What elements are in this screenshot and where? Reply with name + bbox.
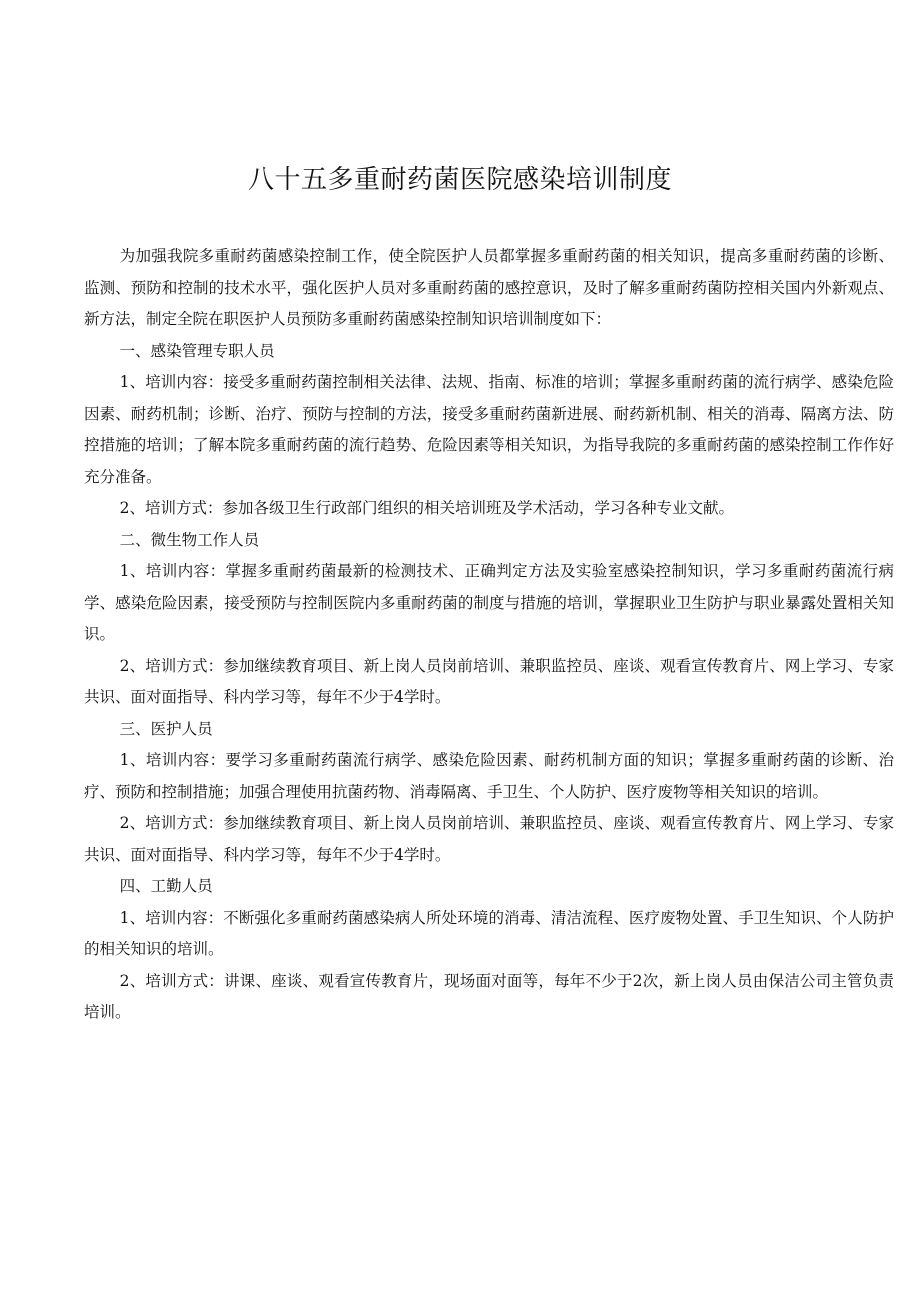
section-content-paragraph: 1、培训内容：不断强化多重耐药菌感染病人所处环境的消毒、清洁流程、医疗废物处置、手卫生知识、个人防护的相关知识的培训。 (84, 908, 894, 958)
section-heading: 二、微生物工作人员 (119, 530, 260, 549)
section-content-paragraph: 1、培训内容：接受多重耐药菌控制相关法律、法规、指南、标准的培训；掌握多重耐药菌的流行病学、感染危险因素、耐药机制；诊断、治疗、预防与控制的方法，接受多重耐药菌新进展、耐药新机制、相关的消毒、隔离方法、防控措施的培训；了解本院多重耐药菌的流行趋势、危险因素等相关知识，为指导我院的多重耐药菌的感染控制工作作好充分准备。 (84, 373, 894, 486)
section-heading: 四、工勤人员 (119, 877, 213, 895)
document-title: 八十五多重耐药菌医院感染培训制度 (247, 165, 672, 195)
section-heading: 三、医护人员 (119, 719, 213, 738)
section-content-paragraph: 1、培训内容：要学习多重耐药菌流行病学、感染危险因素、耐药机制方面的知识；掌握多重耐药菌的诊断、治疗、预防和控制措施；加强合理使用抗菌药物、消毒隔离、手卫生、个人防护、医疗废物等相关知识的培训。 (84, 751, 894, 801)
intro-paragraph: 为加强我院多重耐药菌感染控制工作，使全院医护人员都掌握多重耐药菌的相关知识，提高多重耐药菌的诊断、监测、预防和控制的技术水平，强化医护人员对多重耐药菌的感控意识，及时了解多重耐药菌防控相关国内外新观点、新方法，制定全院在职医护人员预防多重耐药菌感染控制知识培训制度如下： (84, 247, 894, 328)
section-method-paragraph: 2、培训方式：讲课、座谈、观看宣传教育片，现场面对面等，每年不少于2次，新上岗人员由保洁公司主管负责培训。 (84, 971, 894, 1021)
section-heading: 一、感染管理专职人员 (119, 341, 275, 360)
section-method-paragraph: 2、培训方式：参加各级卫生行政部门组织的相关培训班及学术活动，学习各种专业文献。 (119, 499, 735, 517)
section-method-paragraph: 2、培训方式：参加继续教育项目、新上岗人员岗前培训、兼职监控员、座谈、观看宣传教育片、网上学习、专家共识、面对面指导、科内学习等，每年不少于4学时。 (84, 656, 894, 706)
section-method-paragraph: 2、培训方式：参加继续教育项目、新上岗人员岗前培训、兼职监控员、座谈、观看宣传教育片、网上学习、专家共识、面对面指导、科内学习等，每年不少于4学时。 (84, 814, 894, 864)
section-content-paragraph: 1、培训内容：掌握多重耐药菌最新的检测技术、正确判定方法及实验室感染控制知识，学习多重耐药菌流行病学、感染危险因素，接受预防与控制医院内多重耐药菌的制度与措施的培训，掌握职业卫生防护与职业暴露处置相关知识。 (84, 562, 894, 643)
document-body (84, 241, 894, 1029)
